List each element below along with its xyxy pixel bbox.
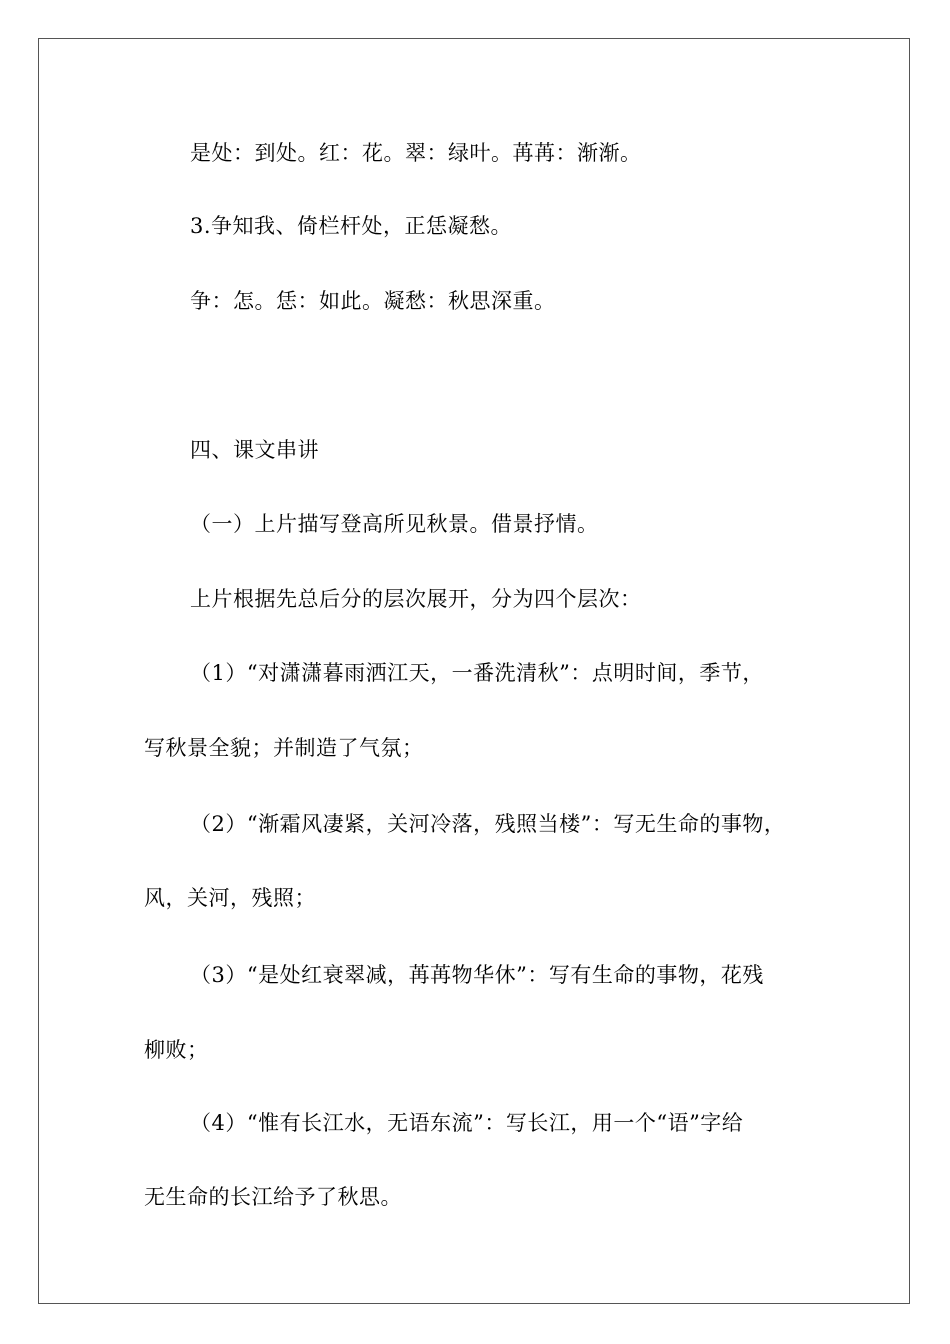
text-line: （3）“是处红衰翠减，苒苒物华休”：写有生命的事物，花残 xyxy=(190,963,764,987)
text-line: （4）“惟有长江水，无语东流”：写长江，用一个“语”字给 xyxy=(190,1111,744,1135)
text-line: 是处：到处。红：花。翠：绿叶。苒苒：渐渐。 xyxy=(190,141,642,165)
text-line: 争：怎。恁：如此。凝愁：秋思深重。 xyxy=(190,289,556,313)
text-line: （一）上片描写登高所见秋景。借景抒情。 xyxy=(190,512,599,536)
section-heading: 四、课文串讲 xyxy=(190,438,319,462)
text-line: 风，关河，残照； xyxy=(144,886,316,910)
text-line: 柳败； xyxy=(144,1038,209,1062)
text-line: （2）“渐霜风凄紧，关河冷落，残照当楼”：写无生命的事物， xyxy=(190,812,786,836)
text-line: （1）“对潇潇暮雨洒江天，一番洗清秋”：点明时间，季节， xyxy=(190,661,764,685)
text-line: 无生命的长江给予了秋思。 xyxy=(144,1185,402,1209)
text-line: 写秋景全貌；并制造了气氛； xyxy=(144,736,424,760)
text-line: 上片根据先总后分的层次展开，分为四个层次： xyxy=(190,587,642,611)
text-line: 3.争知我、倚栏杆处，正恁凝愁。 xyxy=(190,214,513,238)
